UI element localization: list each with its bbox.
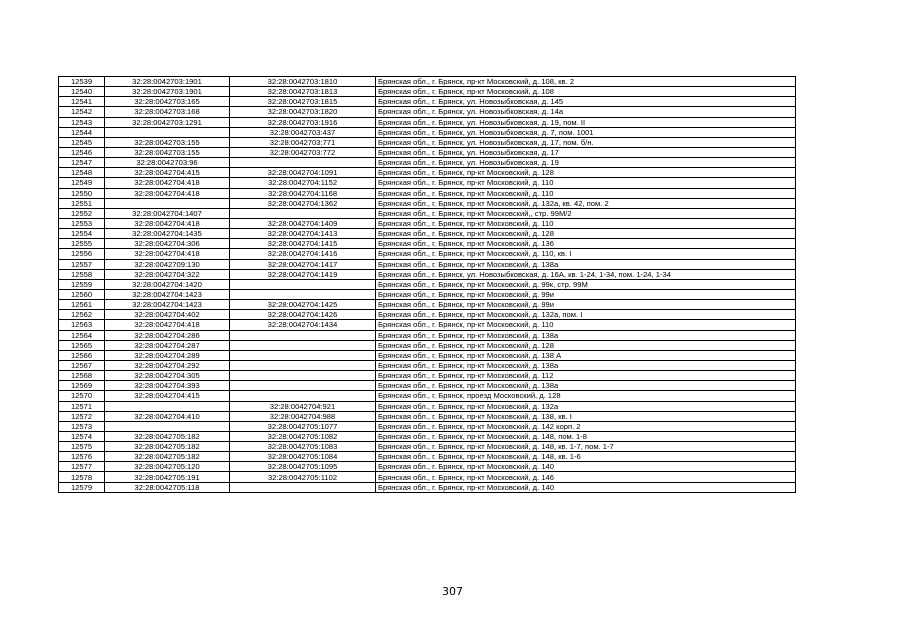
parcel-number-cell: 32:28:0042704:418 [105, 188, 230, 198]
row-number-cell: 12569 [59, 381, 105, 391]
parcel-number-cell: 32:28:0042704:393 [105, 381, 230, 391]
object-number-cell [230, 289, 376, 299]
object-number-cell [230, 381, 376, 391]
address-cell: Брянская обл., г. Брянск, пр-кт Московский, д. 138, кв. I [376, 411, 796, 421]
row-number-cell: 12546 [59, 147, 105, 157]
registry-body [59, 77, 796, 493]
table-row [59, 482, 796, 492]
address-cell: Брянская обл., г. Брянск, пр-кт Московский, д. 138 А [376, 350, 796, 360]
row-number-cell: 12559 [59, 279, 105, 289]
table-row [59, 340, 796, 350]
row-number-cell: 12567 [59, 360, 105, 370]
address-cell: Брянская обл., г. Брянск, пр-кт Московский, д. 136 [376, 239, 796, 249]
object-number-cell [230, 279, 376, 289]
object-number-cell: 32:28:0042705:1077 [230, 421, 376, 431]
table-row [59, 137, 796, 147]
table-row [59, 431, 796, 441]
parcel-number-cell: 32:28:0042703:1291 [105, 117, 230, 127]
parcel-number-cell: 32:28:0042703:1901 [105, 77, 230, 87]
object-number-cell: 32:28:0042705:1102 [230, 472, 376, 482]
table-row [59, 127, 796, 137]
table-row [59, 198, 796, 208]
object-number-cell: 32:28:0042704:1417 [230, 259, 376, 269]
row-number-cell: 12561 [59, 300, 105, 310]
parcel-number-cell: 32:28:0042703:1901 [105, 87, 230, 97]
table-row [59, 401, 796, 411]
address-cell: Брянская обл., г. Брянск, пр-кт Московский,, стр. 99М/2 [376, 208, 796, 218]
address-cell: Брянская обл., г. Брянск, пр-кт Московский, д. 148, кв. 1-6 [376, 452, 796, 462]
address-cell: Брянская обл., г. Брянск, пр-кт Московский, д. 138а [376, 259, 796, 269]
row-number-cell: 12542 [59, 107, 105, 117]
parcel-number-cell: 32:28:0042705:120 [105, 462, 230, 472]
address-cell: Брянская обл., г. Брянск, пр-кт Московский, д. 99и [376, 300, 796, 310]
table-row [59, 472, 796, 482]
table-row [59, 208, 796, 218]
parcel-number-cell: 32:28:0042704:322 [105, 269, 230, 279]
address-cell: Брянская обл., г. Брянск, ул. Новозыбковская, д. 19 [376, 158, 796, 168]
row-number-cell: 12544 [59, 127, 105, 137]
object-number-cell [230, 360, 376, 370]
table-row [59, 381, 796, 391]
parcel-number-cell: 32:28:0042703:168 [105, 107, 230, 117]
row-number-cell: 12576 [59, 452, 105, 462]
address-cell: Брянская обл., г. Брянск, пр-кт Московский, д. 132а, кв. 42, пом. 2 [376, 198, 796, 208]
object-number-cell: 32:28:0042704:1409 [230, 218, 376, 228]
address-cell: Брянская обл., г. Брянск, пр-кт Московский, д. 132а [376, 401, 796, 411]
table-row [59, 117, 796, 127]
address-cell: Брянская обл., г. Брянск, пр-кт Московский, д. 128 [376, 340, 796, 350]
table-row [59, 279, 796, 289]
parcel-number-cell: 32:28:0042704:402 [105, 310, 230, 320]
table-row [59, 229, 796, 239]
object-number-cell: 32:28:0042704:1415 [230, 239, 376, 249]
address-cell: Брянская обл., г. Брянск, пр-кт Московский, д. 99и [376, 289, 796, 299]
row-number-cell: 12549 [59, 178, 105, 188]
object-number-cell: 32:28:0042704:1152 [230, 178, 376, 188]
address-cell: Брянская обл., г. Брянск, пр-кт Московский, д. 112 [376, 371, 796, 381]
row-number-cell: 12563 [59, 320, 105, 330]
object-number-cell: 32:28:0042704:1434 [230, 320, 376, 330]
table-row [59, 421, 796, 431]
object-number-cell: 32:28:0042704:1426 [230, 310, 376, 320]
object-number-cell: 32:28:0042705:1082 [230, 431, 376, 441]
row-number-cell: 12560 [59, 289, 105, 299]
row-number-cell: 12568 [59, 371, 105, 381]
row-number-cell: 12548 [59, 168, 105, 178]
table-row [59, 330, 796, 340]
object-number-cell: 32:28:0042704:1419 [230, 269, 376, 279]
object-number-cell: 32:28:0042703:772 [230, 147, 376, 157]
address-cell: Брянская обл., г. Брянск, пр-кт Московский, д. 148, кв. 1-7, пом. 1-7 [376, 442, 796, 452]
parcel-number-cell [105, 401, 230, 411]
address-cell: Брянская обл., г. Брянск, пр-кт Московский, д. 140 [376, 482, 796, 492]
address-cell: Брянская обл., г. Брянск, ул. Новозыбковская, д. 17 [376, 147, 796, 157]
parcel-number-cell: 32:28:0042703:155 [105, 147, 230, 157]
address-cell: Брянская обл., г. Брянск, ул. Новозыбковская, д. 16А, кв. 1-24, 1-34, пом. 1-24, 1-34 [376, 269, 796, 279]
parcel-number-cell: 32:28:0042704:418 [105, 320, 230, 330]
parcel-number-cell: 32:28:0042704:1423 [105, 289, 230, 299]
row-number-cell: 12571 [59, 401, 105, 411]
address-cell: Брянская обл., г. Брянск, пр-кт Московский, д. 110, кв. I [376, 249, 796, 259]
parcel-number-cell: 32:28:0042704:306 [105, 239, 230, 249]
address-cell: Брянская обл., г. Брянск, пр-кт Московский, д. 99к, стр. 99М [376, 279, 796, 289]
table-row [59, 269, 796, 279]
table-row [59, 249, 796, 259]
row-number-cell: 12550 [59, 188, 105, 198]
parcel-number-cell: 32:28:0042703:165 [105, 97, 230, 107]
object-number-cell [230, 340, 376, 350]
parcel-number-cell: 32:28:0042704:305 [105, 371, 230, 381]
address-cell: Брянская обл., г. Брянск, пр-кт Московский, д. 110 [376, 218, 796, 228]
row-number-cell: 12539 [59, 77, 105, 87]
address-cell: Брянская обл., г. Брянск, пр-кт Московский, д. 128 [376, 229, 796, 239]
parcel-number-cell: 32:28:0042704:418 [105, 249, 230, 259]
object-number-cell [230, 371, 376, 381]
object-number-cell: 32:28:0042704:921 [230, 401, 376, 411]
object-number-cell: 32:28:0042704:1168 [230, 188, 376, 198]
row-number-cell: 12575 [59, 442, 105, 452]
table-row [59, 360, 796, 370]
address-cell: Брянская обл., г. Брянск, пр-кт Московский, д. 110 [376, 320, 796, 330]
table-row [59, 158, 796, 168]
object-number-cell: 32:28:0042704:988 [230, 411, 376, 421]
table-row [59, 97, 796, 107]
address-cell: Брянская обл., г. Брянск, пр-кт Московский, д. 110 [376, 178, 796, 188]
table-row [59, 87, 796, 97]
table-row [59, 320, 796, 330]
row-number-cell: 12574 [59, 431, 105, 441]
address-cell: Брянская обл., г. Брянск, пр-кт Московский, д. 110 [376, 188, 796, 198]
object-number-cell [230, 350, 376, 360]
object-number-cell: 32:28:0042705:1084 [230, 452, 376, 462]
parcel-number-cell: 32:28:0042705:182 [105, 442, 230, 452]
parcel-number-cell: 32:28:0042704:415 [105, 168, 230, 178]
row-number-cell: 12552 [59, 208, 105, 218]
row-number-cell: 12562 [59, 310, 105, 320]
row-number-cell: 12554 [59, 229, 105, 239]
object-number-cell [230, 391, 376, 401]
table-row [59, 391, 796, 401]
parcel-number-cell: 32:28:0042704:289 [105, 350, 230, 360]
row-number-cell: 12547 [59, 158, 105, 168]
page-number: 307 [442, 585, 463, 598]
parcel-number-cell: 32:28:0042704:1423 [105, 300, 230, 310]
object-number-cell: 32:28:0042704:1416 [230, 249, 376, 259]
table-row [59, 239, 796, 249]
parcel-number-cell: 32:28:0042705:118 [105, 482, 230, 492]
table-row [59, 168, 796, 178]
row-number-cell: 12541 [59, 97, 105, 107]
table-row [59, 107, 796, 117]
address-cell: Брянская обл., г. Брянск, пр-кт Московский, д. 108, кв. 2 [376, 77, 796, 87]
table-row [59, 442, 796, 452]
table-row [59, 300, 796, 310]
row-number-cell: 12557 [59, 259, 105, 269]
row-number-cell: 12565 [59, 340, 105, 350]
address-cell: Брянская обл., г. Брянск, ул. Новозыбковская, д. 145 [376, 97, 796, 107]
parcel-number-cell: 32:28:0042704:418 [105, 178, 230, 188]
object-number-cell [230, 330, 376, 340]
parcel-number-cell: 32:28:0042709:130 [105, 259, 230, 269]
parcel-number-cell: 32:28:0042704:286 [105, 330, 230, 340]
address-cell: Брянская обл., г. Брянск, пр-кт Московский, д. 138а [376, 381, 796, 391]
object-number-cell: 32:28:0042704:1362 [230, 198, 376, 208]
parcel-number-cell: 32:28:0042705:182 [105, 452, 230, 462]
registry-table [58, 76, 796, 493]
table-row [59, 188, 796, 198]
parcel-number-cell [105, 198, 230, 208]
table-row [59, 310, 796, 320]
row-number-cell: 12545 [59, 137, 105, 147]
object-number-cell [230, 482, 376, 492]
parcel-number-cell [105, 421, 230, 431]
object-number-cell: 32:28:0042703:1820 [230, 107, 376, 117]
table-row [59, 371, 796, 381]
row-number-cell: 12540 [59, 87, 105, 97]
address-cell: Брянская обл., г. Брянск, пр-кт Московский, д. 148, пом. 1-8 [376, 431, 796, 441]
address-cell: Брянская обл., г. Брянск, пр-кт Московский, д. 128 [376, 168, 796, 178]
parcel-number-cell: 32:28:0042705:182 [105, 431, 230, 441]
object-number-cell: 32:28:0042703:437 [230, 127, 376, 137]
parcel-number-cell: 32:28:0042703:96 [105, 158, 230, 168]
row-number-cell: 12555 [59, 239, 105, 249]
row-number-cell: 12570 [59, 391, 105, 401]
address-cell: Брянская обл., г. Брянск, ул. Новозыбковская, д. 19, пом. II [376, 117, 796, 127]
row-number-cell: 12553 [59, 218, 105, 228]
parcel-number-cell: 32:28:0042704:1407 [105, 208, 230, 218]
address-cell: Брянская обл., г. Брянск, ул. Новозыбковская, д. 7, пом. 1001 [376, 127, 796, 137]
address-cell: Брянская обл., г. Брянск, пр-кт Московский, д. 132а, пом. I [376, 310, 796, 320]
address-cell: Брянская обл., г. Брянск, пр-кт Московский, д. 108 [376, 87, 796, 97]
parcel-number-cell: 32:28:0042704:1420 [105, 279, 230, 289]
object-number-cell: 32:28:0042704:1413 [230, 229, 376, 239]
parcel-number-cell [105, 127, 230, 137]
row-number-cell: 12543 [59, 117, 105, 127]
parcel-number-cell: 32:28:0042704:415 [105, 391, 230, 401]
object-number-cell [230, 158, 376, 168]
row-number-cell: 12558 [59, 269, 105, 279]
parcel-number-cell: 32:28:0042704:287 [105, 340, 230, 350]
parcel-number-cell: 32:28:0042704:292 [105, 360, 230, 370]
row-number-cell: 12573 [59, 421, 105, 431]
row-number-cell: 12579 [59, 482, 105, 492]
row-number-cell: 12577 [59, 462, 105, 472]
object-number-cell: 32:28:0042703:1813 [230, 87, 376, 97]
address-cell: Брянская обл., г. Брянск, пр-кт Московский, д. 138а [376, 330, 796, 340]
table-row [59, 452, 796, 462]
address-cell: Брянская обл., г. Брянск, ул. Новозыбковская, д. 17, пом. б/н. [376, 137, 796, 147]
row-number-cell: 12551 [59, 198, 105, 208]
table-row [59, 77, 796, 87]
table-row [59, 178, 796, 188]
row-number-cell: 12556 [59, 249, 105, 259]
address-cell: Брянская обл., г. Брянск, пр-кт Московский, д. 138а [376, 360, 796, 370]
table-row [59, 259, 796, 269]
parcel-number-cell: 32:28:0042705:191 [105, 472, 230, 482]
parcel-number-cell: 32:28:0042704:410 [105, 411, 230, 421]
parcel-number-cell: 32:28:0042704:1435 [105, 229, 230, 239]
object-number-cell: 32:28:0042703:1815 [230, 97, 376, 107]
object-number-cell: 32:28:0042703:1916 [230, 117, 376, 127]
table-row [59, 462, 796, 472]
address-cell: Брянская обл., г. Брянск, проезд Московский, д. 128 [376, 391, 796, 401]
parcel-number-cell: 32:28:0042703:155 [105, 137, 230, 147]
table-row [59, 411, 796, 421]
address-cell: Брянская обл., г. Брянск, пр-кт Московский, д. 140 [376, 462, 796, 472]
row-number-cell: 12578 [59, 472, 105, 482]
table-row [59, 147, 796, 157]
row-number-cell: 12566 [59, 350, 105, 360]
table-row [59, 289, 796, 299]
address-cell: Брянская обл., г. Брянск, пр-кт Московский, д. 142 корп. 2 [376, 421, 796, 431]
row-number-cell: 12572 [59, 411, 105, 421]
address-cell: Брянская обл., г. Брянск, пр-кт Московский, д. 146 [376, 472, 796, 482]
object-number-cell: 32:28:0042703:771 [230, 137, 376, 147]
object-number-cell: 32:28:0042705:1095 [230, 462, 376, 472]
address-cell: Брянская обл., г. Брянск, ул. Новозыбковская, д. 14а [376, 107, 796, 117]
object-number-cell: 32:28:0042704:1425 [230, 300, 376, 310]
object-number-cell: 32:28:0042704:1091 [230, 168, 376, 178]
row-number-cell: 12564 [59, 330, 105, 340]
table-row [59, 218, 796, 228]
object-number-cell: 32:28:0042705:1083 [230, 442, 376, 452]
object-number-cell: 32:28:0042703:1810 [230, 77, 376, 87]
object-number-cell [230, 208, 376, 218]
table-row [59, 350, 796, 360]
parcel-number-cell: 32:28:0042704:418 [105, 218, 230, 228]
